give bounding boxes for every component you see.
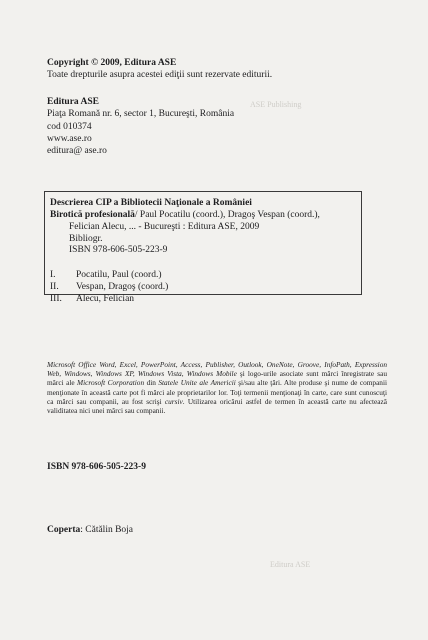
publisher-postal-code: cod 010374 xyxy=(47,121,92,132)
trademark-cursive: cursiv xyxy=(164,396,183,406)
cip-entry-title: Birotică profesională xyxy=(50,210,135,220)
cip-entry-line2: Felician Alecu, ... - Bucureşti : Editura ASE, 2009 xyxy=(69,221,260,232)
cip-main-entry xyxy=(50,210,360,257)
cip-bibliography: Bibliogr. xyxy=(69,233,103,244)
publisher-address-block xyxy=(47,96,234,157)
publisher-address: Piaţa Romană nr. 6, sector 1, Bucureşti, România xyxy=(47,109,235,120)
cover-designer: : Cătălin Boja xyxy=(80,525,134,535)
trademark-country: Statele Unite ale Americii xyxy=(158,378,236,388)
publisher-name: Editura ASE xyxy=(47,97,100,107)
cip-isbn: ISBN 978-606-505-223-9 xyxy=(69,245,168,256)
trademark-company: Microsoft Corporation xyxy=(77,378,145,388)
cover-label: Coperta xyxy=(47,525,81,535)
publisher-website: www.ase.ro xyxy=(47,133,92,144)
cover-credit xyxy=(47,525,133,535)
show-through-text: ASE Publishing xyxy=(250,100,302,109)
cip-added-entry: I. Pocatilu, Paul (coord.) xyxy=(50,270,162,280)
cip-entry-line1 xyxy=(50,210,360,222)
publisher-email: editura@ ase.ro xyxy=(47,146,107,157)
copyright-notice xyxy=(47,57,272,81)
copyright-line: Copyright © 2009, Editura ASE xyxy=(47,58,177,68)
isbn: ISBN 978-606-505-223-9 xyxy=(47,462,146,472)
cip-entry-authors: / Paul Pocatilu (coord.), Dragoş Vespan (coord.), xyxy=(134,210,320,220)
rights-reserved-line: Toate drepturile asupra acestei ediţii sunt rezervate editurii. xyxy=(47,70,273,80)
cip-heading: Descrierea CIP a Bibliotecii Naţionale a României xyxy=(50,198,252,208)
cip-record-box xyxy=(44,191,362,304)
cip-added-entry: III. Alecu, Felician xyxy=(50,294,135,304)
trademark-notice: Microsoft Office Word, Excel, PowerPoint, Access, Publisher, Outlook, OneNote, Groove, InfoPath, Expression Web, Windows, Windows XP, Windows Vista, Windows Mobile şi logo-urile asociate sunt mărci înregistrate sau mărci ale Microsoft Corporation din Statele Unite ale Americii şi/sau alte ţări. Alte produse şi nume de companii menţionate în această carte pot fi mărci ale proprietarilor lor. Toţi termenii menţionaţi în carte, care sunt cunoscuţi ca mărci sau companii, au fost scrişi cursiv. Utilizarea oricărui astfel de termen în această carte nu afectează validitatea nici unei mărci sau companii. xyxy=(47,360,388,416)
show-through-text: Editura ASE xyxy=(270,560,311,569)
cip-added-entry: II. Vespan, Dragoş (coord.) xyxy=(50,282,169,292)
trademark-products: Microsoft Office Word, Excel, PowerPoint, Access, Publisher, Outlook, OneNote, Groove, InfoPath, Expression Web, Windows, Windows XP, Windows Vista, Windows Mobile xyxy=(47,360,387,379)
